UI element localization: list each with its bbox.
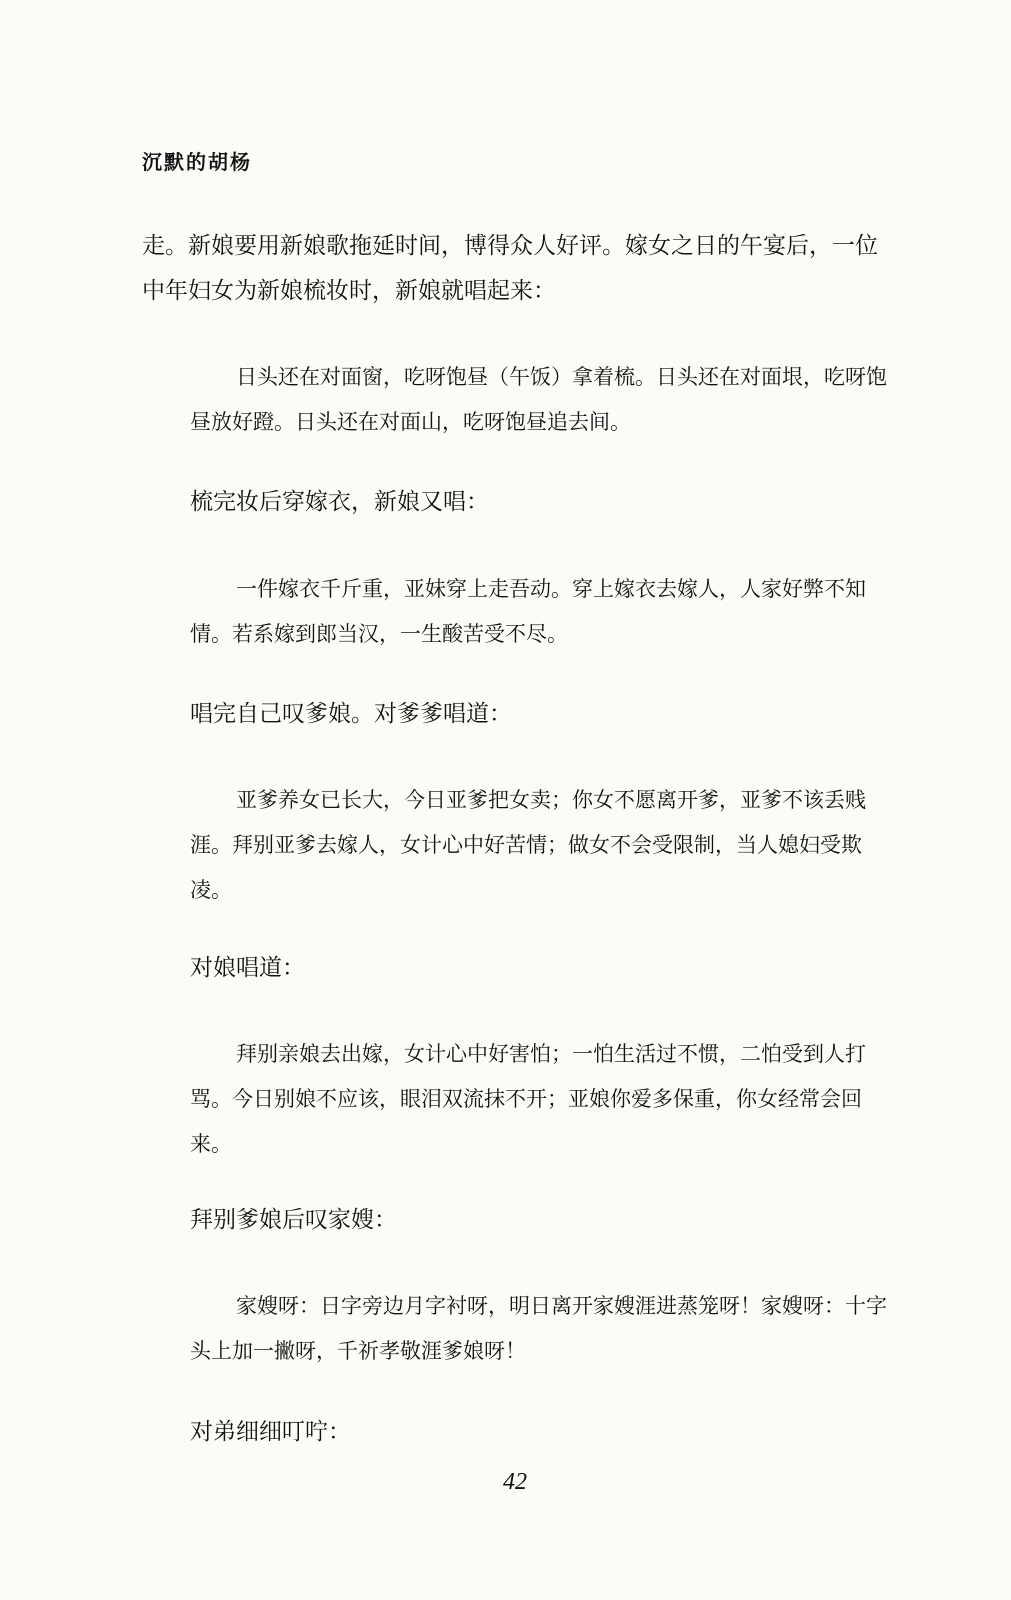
song-lyrics: 亚爹养女已长大，今日亚爹把女卖；你女不愿离开爹，亚爹不该丢贱涯。拜别亚爹去嫁人，女计心中好苦情；做女不会受限制，当人媳妇受欺凌。 bbox=[190, 788, 866, 902]
song-lyrics: 拜别亲娘去出嫁，女计心中好害怕；一怕生活过不惯，二怕受到人打骂。今日别娘不应该，眼泪双流抹不开；亚娘你爱多保重，你女经常会回来。 bbox=[190, 1042, 866, 1156]
page-number: 42 bbox=[503, 1469, 527, 1495]
paragraph: 对弟细细叮咛： bbox=[190, 1419, 351, 1445]
paragraph: 唱完自己叹爹娘。对爹爹唱道： bbox=[190, 701, 512, 727]
paragraph: 走。新娘要用新娘歌拖延时间，博得众人好评。嫁女之日的午宴后，一位中年妇女为新娘梳妆时，新娘就唱起来： bbox=[142, 233, 878, 304]
paragraph: 对娘唱道： bbox=[190, 955, 305, 981]
paragraph: 拜别爹娘后叹家嫂： bbox=[190, 1207, 397, 1233]
song-lyrics: 家嫂呀：日字旁边月字衬呀，明日离开家嫂涯进蒸笼呀！家嫂呀：十字头上加一撇呀，千祈孝敬涯爹娘呀！ bbox=[190, 1294, 887, 1363]
song-lyrics: 一件嫁衣千斤重，亚妹穿上走吾动。穿上嫁衣去嫁人，人家好弊不知情。若系嫁到郎当汉，一生酸苦受不尽。 bbox=[190, 577, 866, 646]
paragraph: 梳完妆后穿嫁衣，新娘又唱： bbox=[190, 489, 489, 515]
song-lyrics: 日头还在对面窗，吃呀饱昼（午饭）拿着梳。日头还在对面垠，吃呀饱昼放好蹬。日头还在对面山，吃呀饱昼追去间。 bbox=[190, 365, 887, 434]
running-header: 沉默的胡杨 bbox=[142, 150, 252, 174]
